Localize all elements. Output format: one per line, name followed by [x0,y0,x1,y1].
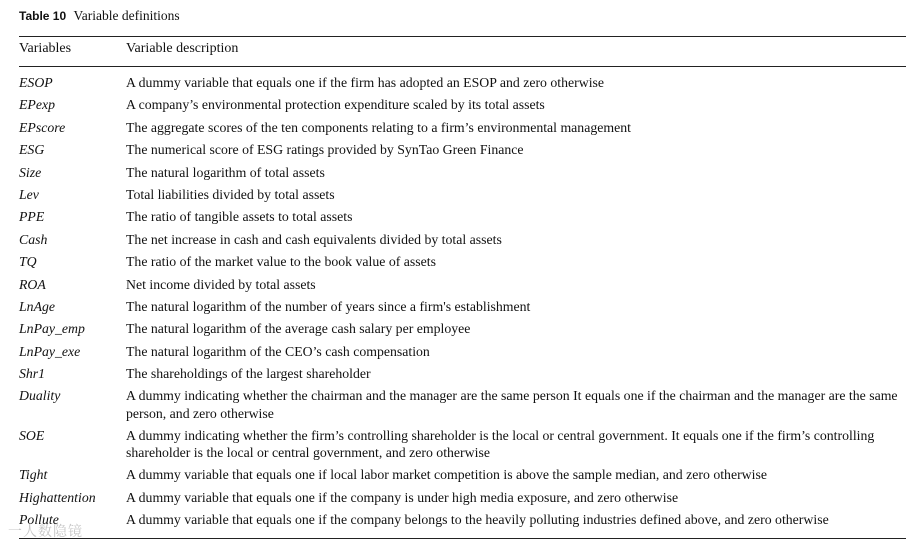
table-row [19,186,906,204]
variable-name: LnAge [19,298,56,314]
variable-description: A dummy indicating whether the chairman and the manager are the same person It equals one if the chairman and the manager are the same person, and zero otherwise [126,388,898,421]
table-row [19,141,906,159]
variable-description: The numerical score of ESG ratings provided by SynTao Green Finance [126,142,524,158]
variable-description: A dummy variable that equals one if the company belongs to the heavily polluting industries defined above, and zero otherwise [126,512,829,528]
table-title: Variable definitions [73,8,180,23]
variable-description: A dummy indicating whether the firm’s controlling shareholder is the local or central government. It equals one if the firm’s controlling shareholder is the local or central government, and zero otherwise [126,427,875,461]
table-row [19,119,906,137]
variable-description: The shareholdings of the largest shareholder [126,366,371,382]
header-variables: Variables [19,41,72,56]
variable-description: The natural logarithm of the average cash salary per employee [126,321,471,337]
table-row [19,231,906,249]
variable-name: Highattention [19,489,96,505]
header-description: Variable description [126,41,239,56]
table-row [19,466,906,484]
variable-name: PPE [19,209,45,225]
table-row [19,96,906,114]
variable-description: Total liabilities divided by total assets [126,186,335,202]
variable-description: The natural logarithm of the CEO’s cash compensation [126,343,430,359]
variable-description: A dummy variable that equals one if local labor market competition is above the sample median, and zero otherwise [126,467,767,483]
table-row [19,511,906,529]
table-row [19,253,906,271]
top-rule [19,36,906,37]
variable-name: Shr1 [19,366,46,382]
table-row [19,74,906,92]
table-number: Table 10 [19,9,67,23]
table-row [19,387,906,422]
table-row [19,320,906,338]
variable-name: EPexp [19,97,56,113]
variable-description: A company’s environmental protection expenditure scaled by its total assets [126,97,545,113]
variable-name: ESG [19,142,45,158]
variable-name: Duality [19,388,61,404]
table-row [19,208,906,226]
variable-name: Lev [19,186,39,202]
variable-description: A dummy variable that equals one if the firm has adopted an ESOP and zero otherwise [126,75,605,90]
variable-name: Pollute [19,512,59,528]
variable-name: LnPay_exe [19,343,81,359]
variable-description: Net income divided by total assets [126,276,316,292]
variable-description: A dummy variable that equals one if the company is under high media exposure, and zero otherwise [126,489,679,505]
table-row [19,427,906,462]
variable-name: LnPay_emp [19,321,85,337]
variable-name: Cash [19,231,48,247]
variable-name: Size [19,164,42,180]
watermark: 一人数隐镜 [8,524,83,540]
variable-name: EPscore [19,119,66,135]
variable-name: SOE [19,427,45,443]
variable-description: The natural logarithm of the number of years since a firm's establishment [126,298,531,314]
variable-description: The ratio of the market value to the book value of assets [126,254,436,270]
bottom-rule [19,538,906,539]
table-row [19,489,906,507]
variable-description: The aggregate scores of the ten components relating to a firm’s environmental management [126,119,631,135]
table-row [19,298,906,316]
table-row [19,343,906,361]
variable-name: ESOP [19,75,53,90]
table-row [19,276,906,294]
variable-name: TQ [19,254,37,270]
table-caption [19,8,180,24]
variable-name: Tight [19,467,48,483]
header-rule [19,66,906,67]
variable-description: The natural logarithm of total assets [126,164,325,180]
table-row [19,365,906,383]
variable-name: ROA [19,276,46,292]
table-body [19,74,906,534]
variable-description: The ratio of tangible assets to total assets [126,209,353,225]
variable-description: The net increase in cash and cash equivalents divided by total assets [126,231,502,247]
table-row [19,164,906,182]
